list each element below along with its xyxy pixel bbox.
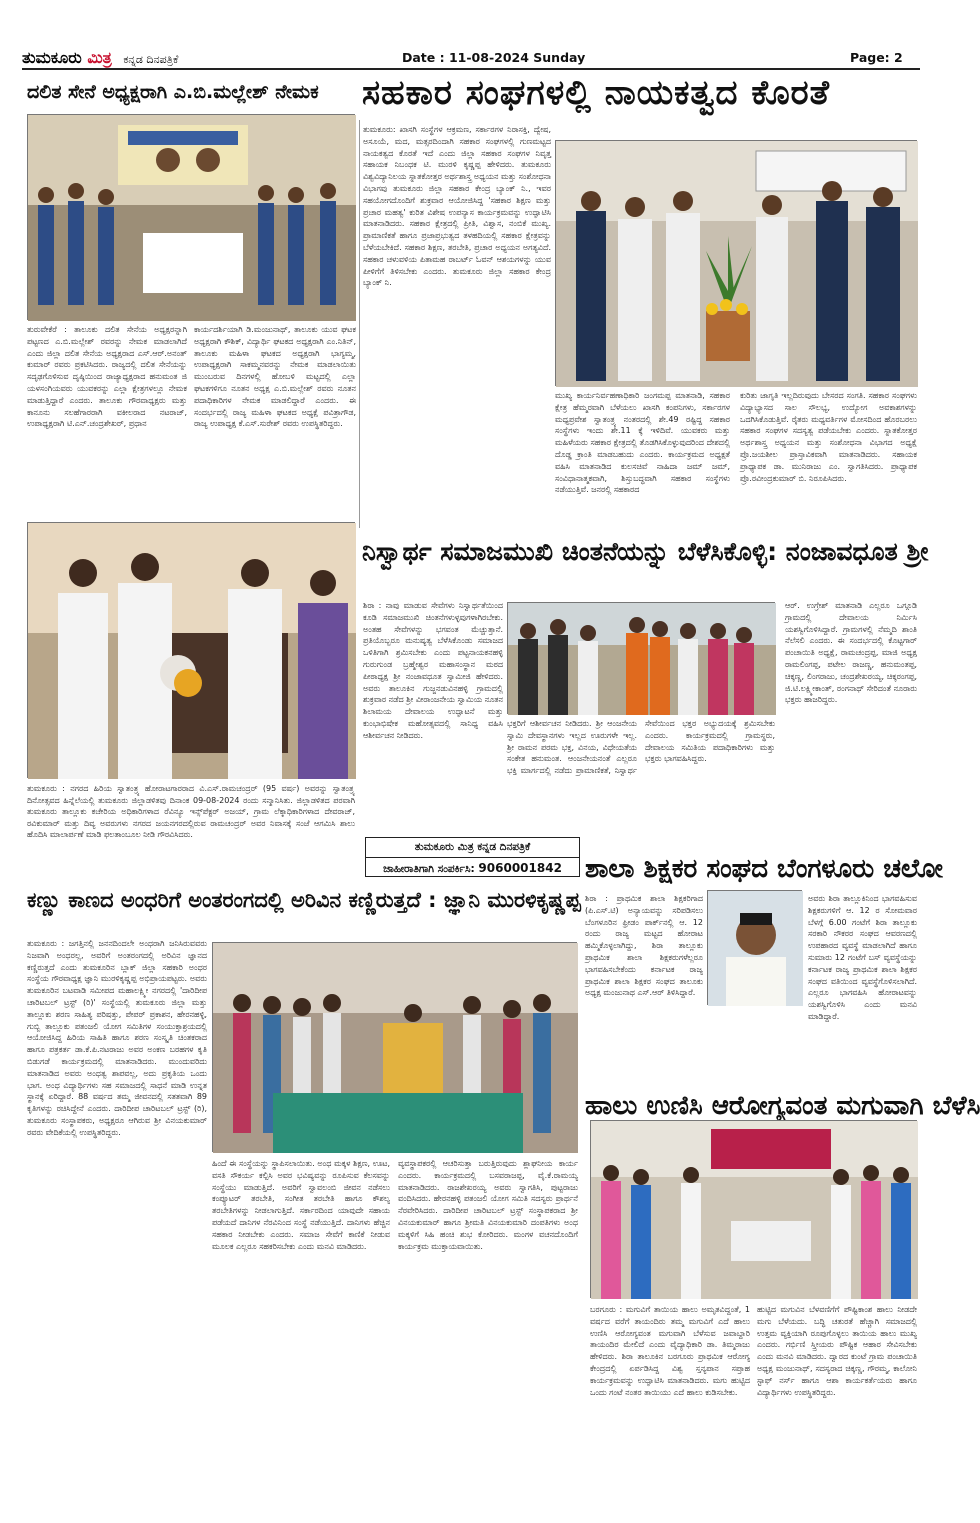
health-camp-image (591, 1121, 918, 1299)
group-photo-image (28, 115, 356, 321)
ad-contact-label: ಜಾಹೀರಾತಿಗಾಗಿ ಸಂಪರ್ಕಿಸಿ: (383, 863, 475, 875)
article4-headline: ನಿಸ್ವಾರ್ಥ ಸಮಾಜಮುಖಿ ಚಿಂತನೆಯನ್ನು ಬೆಳೆಸಿಕೊಳ್ಳಿ: ನಂಜಾವಧೂತ ಶ್ರೀ (362, 537, 929, 566)
article7-headline: ಹಾಲು ಉಣಿಸಿ ಆರೋಗ್ಯವಂತ ಮಗುವಾಗಿ ಬೆಳೆಸಿ (585, 1091, 980, 1121)
masthead-title-part1: ತುಮಕೂರು (22, 48, 82, 67)
article2-col1: ತುಮಕೂರು: ಖಾಸಗಿ ಸಂಸ್ಥೆಗಳ ಆಕ್ರಮಣ, ಸರ್ಕಾರಗಳ ನಿರಾಸಕ್ತಿ, ದ್ವೇಷ, ಅಸೂಯೆ, ಮದ, ಮತ್ಸರದಿಂದಾಗಿ ಸಹಕಾರ ಸಂಘಗಳಲ್ಲಿ ಗುಣಮಟ್ಟದ ನಾಯಕತ್ವದ ಕೊರತೆ ಇದೆ ಎಂದು ಜಿಲ್ಲಾ ಸಹಕಾರ ಸಂಘಗಳ ನಿವೃತ್ತ ಸಹಾಯಕ ನಿಬಂಧಕ ಟಿ. ಮುರಳಿ ಕೃಷ್ಣಪ್ಪ ಹೇಳಿದರು. ತುಮಕೂರು ವಿಶ್ವವಿದ್ಯಾನಿಲಯ ಸ್ನಾತಕೋತ್ತರ ಅರ್ಥಶಾಸ್ತ್ರ ಅಧ್ಯಯನ ಮತ್ತು ಸಂಶೋಧನಾ ವಿಭಾಗವು ತುಮಕೂರು ಜಿಲ್ಲಾ ಸಹಕಾರ ಕೇಂದ್ರ ಬ್ಯಾಂಕ್ ನಿ., ಇವರ ಸಹಯೋಗದೊಂದಿಗೆ ಶುಕ್ರವಾರ ಆಯೋಜಿಸಿದ್ದ 'ಸಹಕಾರ ಶಿಕ್ಷಣ ಮತ್ತು ಪ್ರಚಾರ ಮಹತ್ವ' ಕುರಿತ ವಿಶೇಷ ಉಪನ್ಯಾಸ ಕಾರ್ಯಕ್ರಮವನ್ನು ಉದ್ಘಾಟಿಸಿ ಮಾತನಾಡಿದರು. ಸಹಕಾರ ಕ್ಷೇತ್ರದಲ್ಲಿ ಪ್ರೀತಿ, ವಿಶ್ವಾಸ, ನಂಬಿಕೆ ಮುಖ್ಯ. ಪ್ರಾಮಾಣಿಕತೆ ಹಾಗೂ ಪ್ರಜಾಪ್ರಭುತ್ವದ ತಳಹದಿಯಲ್ಲಿ ಸಹಕಾರ ಕ್ಷೇತ್ರವನ್ನು ಬೆಳೆಯಬೇಕಿದೆ. ಸಹಕಾರ ಶಿಕ್ಷಣ, ತರಬೇತಿ, ಪ್ರಚಾರ ಅಧ್ಯಯನ ಅಗತ್ಯವಿದೆ. ಸಹಕಾರ ಚಳುವಳಿಯ ಪಿತಾಮಹ ರಾಬರ್ಟ್ ಓವನ್ ಆಶಯಗಳನ್ನು ಯುವ ಪೀಳಿಗೆಗೆ ತಿಳಿಸಬೇಕು ಎಂದರು. ತುಮಕೂರು ಜಿಲ್ಲಾ ಸಹಕಾರ ಕೇಂದ್ರ ಬ್ಯಾಂಕ್ ನಿ. (363, 125, 551, 288)
article6-portrait (707, 890, 802, 1005)
ad-line1: ತುಮಕೂರು ಮಿತ್ರ ಕನ್ನಡ ದಿನಪತ್ರಿಕೆ (366, 838, 579, 858)
article5-col2: ಹಿಂದೆ ಈ ಸಂಸ್ಥೆಯನ್ನು ಸ್ಥಾಪಿಸಲಾಯಿತು. ಅಂಧ ಮಕ್ಕಳ ಶಿಕ್ಷಣ, ಊಟ, ವಸತಿ ಸೌಕರ್ಯ ಕಲ್ಪಿಸಿ ಅವರ ಭವಿಷ್ಯವನ್ನು ರೂಪಿಸುವ ಕೆಲಸವನ್ನು ಸಂಸ್ಥೆಯು ಮಾಡುತ್ತಿದೆ. ಅವರಿಗೆ ಸ್ವಾವಲಂಬಿ ಜೀವನ ನಡೆಸಲು ಕಂಪ್ಯೂಟರ್ ತರಬೇತಿ, ಸಂಗೀತ ತರಬೇತಿ ಹಾಗೂ ಕೌಶಲ್ಯ ತರಬೇತಿಗಳನ್ನು ನೀಡಲಾಗುತ್ತಿದೆ. ಸರ್ಕಾರದಿಂದ ಯಾವುದೇ ಸಹಾಯ ಪಡೆಯದೆ ದಾನಿಗಳ ನೆರವಿನಿಂದ ಸಂಸ್ಥೆ ನಡೆಯುತ್ತಿದೆ. ದಾನಿಗಳು ಹೆಚ್ಚಿನ ಸಹಕಾರ ನೀಡಬೇಕು ಎಂದರು. ಸಮಾಜ ಸೇವೆಗೆ ಕಾಣಿಕೆ ನೀಡುವ ಮೂಲಕ ಎಲ್ಲರೂ ಸಹಕರಿಸಬೇಕು ಎಂದು ಮನವಿ ಮಾಡಿದರು. (212, 1159, 390, 1251)
article1-headline: ದಲಿತ ಸೇನೆ ಅಧ್ಯಕ್ಷರಾಗಿ ಎ.ಬಿ.ಮಲ್ಲೇಶ್ ನೇಮಕ (27, 81, 319, 103)
advertisement-box (365, 837, 580, 877)
page-number: Page: 2 (850, 50, 903, 65)
article4-col2: ಭಕ್ತರಿಗೆ ಆಶೀರ್ವಚನ ನೀಡಿದರು. ಶ್ರೀ ಆಂಜನೇಯ ಸ್ವಾಮಿ ದೇವಸ್ಥಾನಗಳು ಇಲ್ಲದ ಊರುಗಳೇ ಇಲ್ಲ. ಶ್ರೀ ರಾಮನ ಪರಮ ಭಕ್ತ, ವಿನಯ, ವಿಧೇಯತೆಯ ಸಂಕೇತ ಹನುಮಂತ. ಆಂಜನೇಯನಂತೆ ಎಲ್ಲರೂ ಭಕ್ತಿ ಮಾರ್ಗದಲ್ಲಿ ನಡೆದು ಪ್ರಾಮಾಣಿಕತೆ, ನಿಸ್ವಾರ್ಥ ಸೇವೆಯಿಂದ ಭಕ್ತರ ಅಭ್ಯುದಯಕ್ಕೆ ಶ್ರಮಿಸಬೇಕು ಎಂದರು. ಕಾರ್ಯಕ್ರಮದಲ್ಲಿ ಗ್ರಾಮಸ್ಥರು, ದೇವಾಲಯ ಸಮಿತಿಯ ಪದಾಧಿಕಾರಿಗಳು ಮತ್ತು ಭಕ್ತರು ಭಾಗವಹಿಸಿದ್ದರು. (507, 719, 775, 776)
issue-date: Date : 11-08-2024 Sunday (402, 50, 586, 65)
article2-col3: ಕುರಿತು ಜಾಗೃತಿ ಇಲ್ಲದಿರುವುದು ಬೇಸರದ ಸಂಗತಿ. ಸಹಕಾರ ಸಂಘಗಳು ವಿದ್ಯಾಭ್ಯಾಸದ ಸಾಲ ಸೌಲಭ್ಯ, ಉದ್ಯೋಗ ಅವಕಾಶಗಳನ್ನು ಒದಗಿಸಿಕೊಡುತ್ತಿವೆ. ರೈತರು ಮಧ್ಯವರ್ತಿಗಳ ಮೋಸದಿಂದ ಹೊರಬರಲು ಸಹಕಾರ ಸಂಘಗಳ ಸದಸ್ಯತ್ವ ಪಡೆಯಬೇಕು ಎಂದರು. ಸ್ನಾತಕೋತ್ತರ ಅರ್ಥಶಾಸ್ತ್ರ ಅಧ್ಯಯನ ಮತ್ತು ಸಂಶೋಧನಾ ವಿಭಾಗದ ಅಧ್ಯಕ್ಷೆ ಪ್ರೊ.ಜಯಶೀಲ ಪ್ರಾಸ್ತಾವಿಕವಾಗಿ ಮಾತನಾಡಿದರು. ಸಹಾಯಕ ಪ್ರಾಧ್ಯಾಪಕ ಡಾ. ಮುನಿರಾಜು ಎಂ. ಸ್ವಾಗತಿಸಿದರು. ಪ್ರಾಧ್ಯಾಪಕ ಪ್ರೊ.ರವೀಂದ್ರಕುಮಾರ್ ಬಿ. ನಿರೂಪಿಸಿದರು. (740, 391, 917, 483)
article2-col2: ಮುಖ್ಯ ಕಾರ್ಯನಿರ್ವಹಣಾಧಿಕಾರಿ ಜಂಗಮಪ್ಪ ಮಾತನಾಡಿ, ಸಹಕಾರ ಕ್ಷೇತ್ರ ಹೆಮ್ಮರವಾಗಿ ಬೆಳೆಯಲು ಖಾಸಗಿ ಕಂಪನಿಗಳು, ಸರ್ಕಾರಗಳ ಮಧ್ಯಪ್ರವೇಶ ಸ್ವಾತಂತ್ರ್ಯ ನಂತರದಲ್ಲಿ ಶೇ.49 ರಷ್ಟಿದ್ದ ಸಹಕಾರ ಸಂಸ್ಥೆಗಳು ಇಂದು ಶೇ.11 ಕ್ಕೆ ಇಳಿದಿವೆ. ಯುವಕರು ಮತ್ತು ಮಹಿಳೆಯರು ಸಹಕಾರ ಕ್ಷೇತ್ರದಲ್ಲಿ ತೊಡಗಿಸಿಕೊಳ್ಳುವುದರಿಂದ ದೇಶದಲ್ಲಿ ದೊಡ್ಡ ಕ್ರಾಂತಿ ಮಾಡಬಹುದು ಎಂದರು. ಕಾರ್ಯಕ್ರಮದ ಅಧ್ಯಕ್ಷತೆ ವಹಿಸಿ ಮಾತನಾಡಿದ ಕುಲಸಚಿವೆ ನಾಹಿದಾ ಜಮ್ ಜಮ್, ಸಂವಿಧಾನಾತ್ಮಕವಾಗಿ, ಶಿಸ್ತುಬದ್ಧವಾಗಿ ಸಹಕಾರ ಸಂಸ್ಥೆಗಳು ನಡೆಯುತ್ತಿವೆ. ಜನರಲ್ಲಿ ಸಹಕಾರದ (555, 391, 730, 495)
article1-col1: ತುರುವೇಕೆರೆ : ತಾಲೂಕು ದಲಿತ ಸೇನೆಯ ಅಧ್ಯಕ್ಷರನ್ನಾಗಿ ಪಟ್ಟಣದ ಎ.ಬಿ.ಮಲ್ಲೇಶ್ ರವರನ್ನು ನೇಮಕ ಮಾಡಲಾಗಿದೆ ಎಂದು ಜಿಲ್ಲಾ ದಲಿತ ಸೇನೆಯ ಅಧ್ಯಕ್ಷರಾದ ಎಸ್.ಆರ್.ಅನಂತ್ ಕುಮಾರ್ ರವರು ಪ್ರಕಟಿಸಿದರು. ರಾಜ್ಯದಲ್ಲಿ ದಲಿತ ಸೇನೆಯನ್ನು ಸದೃಢಗೊಳಿಸುವ ದೃಷ್ಠಿಯಿಂದ ರಾಜ್ಯಾಧ್ಯಕ್ಷರಾದ ಹನುಮಂತ ಜಿ ಯಳಸಂಗಿಯವರು ಯುವಕರನ್ನು ಎಲ್ಲಾ ಕ್ಷೇತ್ರಗಳಲ್ಲೂ ನೇಮಕ ಮಾಡುತ್ತಿದ್ದಾರೆ ಎಂದರು. ತಾಲೂಕು ಗೌರವಾಧ್ಯಕ್ಷರು ಮತ್ತು ಕಾನೂನು ಸಲಹೆಗಾರರಾಗಿ ವಕೀಲರಾದ ನಟರಾಜ್, ಉಪಾಧ್ಯಕ್ಷರಾಗಿ ಟಿ.ಎನ್.ಚಂದ್ರಶೇಖರ್, ಪ್ರಧಾನ (27, 325, 187, 429)
article6-col2: ಅವರು ಶಿರಾ ತಾಲ್ಲೂಕಿನಿಂದ ಭಾಗವಹಿಸುವ ಶಿಕ್ಷಕರುಗಳಿಗೆ ಆ. 12 ರ ಸೋಮವಾರ ಬೆಳಗ್ಗೆ 6.00 ಗಂಟೆಗೆ ಶಿರಾ ತಾಲ್ಲೂಕು ಸರಕಾರಿ ನೌಕರರ ಸಂಘದ ಆವರಣದಲ್ಲಿ ಉಪಹಾರದ ವ್ಯವಸ್ಥೆ ಮಾಡಲಾಗಿದೆ ಹಾಗೂ ಸುಮಾರು 12 ಗಂಟೆಗೆ ಬಸ್ ವ್ಯವಸ್ಥೆಯನ್ನು ಕರ್ನಾಟಕ ರಾಜ್ಯ ಪ್ರಾಥಮಿಕ ಶಾಲಾ ಶಿಕ್ಷಕರ ಸಂಘದ ವತಿಯಿಂದ ವ್ಯವಸ್ಥೆಗೊಳಿಸಲಾಗಿದೆ. ಎಲ್ಲರೂ ಭಾಗವಹಿಸಿ ಹೋರಾಟವನ್ನು ಯಶಸ್ವಿಗೊಳಿಸಿ ಎಂದು ಮನವಿ ಮಾಡಿದ್ದಾರೆ. (808, 894, 917, 1021)
article1-photo (27, 114, 355, 320)
article5-headline: ಕಣ್ಣು ಕಾಣದ ಅಂಧರಿಗೆ ಅಂತರಂಗದಲ್ಲಿ ಅರಿವಿನ ಕಣ್ಣಿರುತ್ತದೆ : ಜ್ಞಾನಿ ಮುರಳಿಕೃಷ್ಣಪ್ಪ (27, 888, 581, 912)
felicitation-image (28, 523, 356, 779)
ad-phone: 9060001842 (478, 861, 562, 875)
article2-headline: ಸಹಕಾರ ಸಂಘಗಳಲ್ಲಿ ನಾಯಕತ್ವದ ಕೊರತೆ (362, 73, 831, 113)
portrait-image (708, 891, 803, 1006)
group-blind-school-image (213, 943, 578, 1153)
article3-caption: ತುಮಕೂರು : ನಗರದ ಹಿರಿಯ ಸ್ವಾತಂತ್ರ್ಯ ಹೋರಾಟಗಾರರಾದ ವಿ.ಎಸ್.ರಾಮಚಂದ್ರರ್ (95 ವರ್ಷ) ಅವರನ್ನು ಸ್ವಾತಂತ್ರ್ಯ ದಿನೋತ್ಸವದ ಹಿನ್ನೆಲೆಯಲ್ಲಿ ತುಮಕೂರು ಜಿಲ್ಲಾಡಳಿತವು ದಿನಾಂಕ 09-08-2024 ರಂದು ಸನ್ಮಾನಿಸಿತು. ಜಿಲ್ಲಾಡಳಿತದ ಪರವಾಗಿ ತುಮಕೂರು ತಾಲ್ಲೂಕು ಕಚೇರಿಯ ಅಧಿಕಾರಿಗಳಾದ ರೆವಿನ್ಯೂ ಇನ್ಸ್‌ಪೆಕ್ಟರ್ ಅಜಯ್, ಗ್ರಾಮ ಲೆಕ್ಕಾಧಿಕಾರಿಗಳಾದ ದೇವರಾಜ್, ರವಿಕುಮಾರ್ ಮತ್ತು ದಿವ್ಯ ಅವರುಗಳು ನಗರದ ಜಯನಗರದಲ್ಲಿರುವ ರಾಮಚಂದ್ರರ್ ಅವರ ನಿವಾಸಕ್ಕೆ ಸಂಜೆ ಆಗಮಿಸಿ ಶಾಲು ಹೊದಿಸಿ ಮಾಲಾರ್ಪಣೆ ಮಾಡಿ ಫಲತಾಂಬೂಲ ನೀಡಿ ಗೌರವಿಸಿದರು. (27, 784, 355, 839)
temple-event-image (508, 603, 776, 715)
article4-photo (507, 602, 775, 714)
column-divider (359, 120, 360, 528)
plant-ceremony-image (556, 141, 918, 387)
masthead-subtitle: ಕನ್ನಡ ದಿನಪತ್ರಿಕೆ (123, 53, 179, 66)
article4-col1: ಶಿರಾ : ನಾವು ಮಾಡುವ ಸೇವೆಗಳು ನಿಸ್ವಾರ್ಥತೆಯಿಂದ ಕೂಡಿ ಸಮಾಜಮುಖಿ ಚಿಂತನೆಗಳುಳ್ಳವುಗಳಾಗಿರಬೇಕು. ಅಂತಹ ಸೇವೆಗಳನ್ನು ಭಗವಂತ ಮೆಚ್ಚುತ್ತಾನೆ. ಪ್ರತಿಯೊಬ್ಬರೂ ಮನುಷ್ಯತ್ವ ಬೆಳೆಸಿಕೊಂಡು ಸಮಾಜದ ಒಳಿತಿಗಾಗಿ ಶ್ರಮಿಸಬೇಕು ಎಂದು ಪಟ್ಟನಾಯಕನಹಳ್ಳಿ ಗುರುಗುಂಡ ಬ್ರಹ್ಮೇಶ್ವರ ಮಹಾಸಂಸ್ಥಾನ ಮಠದ ಪೀಠಾಧ್ಯಕ್ಷ ಶ್ರೀ ನಂಜಾವಧೂತ ಸ್ವಾಮೀಜಿ ಹೇಳಿದರು. ಅವರು ತಾಲೂಕಿನ ಗುಜ್ಜನಡುವಿನಹಳ್ಳಿ ಗ್ರಾಮದಲ್ಲಿ ಶುಕ್ರವಾರ ನಡೆದ ಶ್ರೀ ವೀರಾಂಜನೇಯ ಸ್ವಾಮಿಯ ನೂತನ ಶಿಲಾಮಯ ದೇವಾಲಯ ಉದ್ಘಾಟನೆ ಮತ್ತು ಕುಂಭಾಭಿಷೇಕ ಮಹೋತ್ಸವದಲ್ಲಿ ಸಾನಿಧ್ಯ ವಹಿಸಿ ಆಶೀರ್ವಚನ ನೀಡಿದರು. (363, 601, 503, 740)
ad-line2 (366, 858, 579, 879)
article5-col3: ವ್ಯವಸ್ಥಾಪಕರಲ್ಲಿ ಆಚರಿಸುತ್ತಾ ಬರುತ್ತಿರುವುದು ಶ್ಲಾಘನೀಯ ಕಾರ್ಯ ಎಂದರು. ಕಾರ್ಯಕ್ರಮದಲ್ಲಿ ಬಸವರಾಜಪ್ಪ, ವೈ.ಕೆ.ರಾಮಯ್ಯ ಮಾತನಾಡಿದರು. ರಾಜಶೇಖರಯ್ಯ ಅವರು ಸ್ವಾಗತಿಸಿ, ಪುಟ್ಟರಾಜು ವಂದಿಸಿದರು. ಹೇರನಹಳ್ಳಿ ಪತಂಜಲಿ ಯೋಗ ಸಮಿತಿ ಸದಸ್ಯರು ಪ್ರಾರ್ಥನೆ ನೆರವೇರಿಸಿದರು. ದಾರಿದೀಪ ಚಾರಿಟಬಲ್ ಟ್ರಸ್ಟ್ ಸಂಸ್ಥಾಪಕರಾದ ಶ್ರೀ ವಿನಯಕುಮಾರ್ ಹಾಗೂ ಶ್ರೀಮತಿ ವಿನಯಕುಮಾರಿ ದಂಪತಿಗಳು ಅಂಧ ಮಕ್ಕಳಿಗೆ ಸಿಹಿ ಹಂಚಿ ಶುಭ ಕೋರಿದರು. ಮಂಗಳ ವಚನದೊಂದಿಗೆ ಕಾರ್ಯಕ್ರಮ ಮುಕ್ತಾಯವಾಯಿತು. (398, 1159, 578, 1251)
masthead-title (22, 48, 178, 70)
article5-photo (212, 942, 577, 1152)
article4-col3: ಆರ್. ಉಗ್ರೇಶ್ ಮಾತನಾಡಿ ಎಲ್ಲರೂ ಒಗ್ಗೂಡಿ ಗ್ರಾಮದಲ್ಲಿ ದೇವಾಲಯ ನಿರ್ಮಿಸಿ ಯಶಸ್ವಿಗೊಳಿಸಿದ್ದಾರೆ. ಗ್ರಾಮಗಳಲ್ಲಿ ನೆಮ್ಮದಿ ಶಾಂತಿ ನೆಲೆಸಲಿ ಎಂದರು. ಈ ಸಂದರ್ಭದಲ್ಲಿ ಕೊಟ್ಟಗಾರ್ ಪಂಚಾಯಿತಿ ಅಧ್ಯಕ್ಷೆ, ರಾಮಚಂದ್ರಪ್ಪ, ಮಾಜಿ ಅಧ್ಯಕ್ಷ ರಾಮಲಿಂಗಪ್ಪ, ಪಟೇಲ ರಾಜಣ್ಣ, ಹನುಮಂತಪ್ಪ, ಚಿಕ್ಕಣ್ಣ, ಲಿಂಗರಾಜು, ಚಂದ್ರಶೇಖರಯ್ಯ, ಚಿಕ್ಕರಂಗಪ್ಪ, ಜಿ.ಟಿ.ಲಕ್ಷ್ಮೀಕಾಂತ್, ರಂಗನಾಥ್ ಸೇರಿದಂತೆ ನೂರಾರು ಭಕ್ತರು ಹಾಜರಿದ್ದರು. (785, 601, 917, 705)
article6-col1: ಶಿರಾ : ಪ್ರಾಥಮಿಕ ಶಾಲಾ ಶಿಕ್ಷಕರಿಗಾದ (ಪಿ.ಎಸ್.ಟಿ) ಅನ್ಯಾಯವನ್ನು ಸರಿಪಡಿಸಲು ಬೆಂಗಳೂರಿನ ಫ್ರೀಡಂ ಪಾರ್ಕ್‌ನಲ್ಲಿ ಆ. 12 ರಂದು ರಾಜ್ಯ ಮಟ್ಟದ ಹೋರಾಟ ಹಮ್ಮಿಕೊಳ್ಳಲಾಗಿದ್ದು, ಶಿರಾ ತಾಲ್ಲೂಕು ಪ್ರಾಥಮಿಕ ಶಾಲಾ ಶಿಕ್ಷಕರುಗಳೆಲ್ಲರೂ ಭಾಗವಹಿಸಬೇಕೆಂದು ಕರ್ನಾಟಕ ರಾಜ್ಯ ಪ್ರಾಥಮಿಕ ಶಾಲಾ ಶಿಕ್ಷಕರ ಸಂಘದ ತಾಲೂಕು ಅಧ್ಯಕ್ಷ ಮಂಜುನಾಥ ಎಸ್.ಆರ್ ತಿಳಿಸಿದ್ದಾರೆ. (585, 894, 703, 998)
article1-col2: ಕಾರ್ಯದರ್ಶಿಯಾಗಿ ಡಿ.ಮಂಜುನಾಥ್, ತಾಲೂಕು ಯುವ ಘಟಕ ಅಧ್ಯಕ್ಷರಾಗಿ ಕೌಶಿಕ್, ವಿದ್ಯಾರ್ಥಿ ಘಟಕದ ಅಧ್ಯಕ್ಷರಾಗಿ ಎಂ.ನಿತಿನ್, ತಾಲೂಕು ಮಹಿಳಾ ಘಟಕದ ಅಧ್ಯಕ್ಷರಾಗಿ ಭಾಗ್ಯಮ್ಮ, ಉಪಾಧ್ಯಕ್ಷರಾಗಿ ಸಾಕಮ್ಮನವರನ್ನು ನೇಮಕ ಮಾಡಲಾಯಿತು ಮುಂಬರುವ ದಿನಗಳಲ್ಲಿ ಹೋಬಳಿ ಮಟ್ಟದಲ್ಲಿ ಎಲ್ಲಾ ಘಟಕಗಳಿಗೂ ನೂತನ ಅಧ್ಯಕ್ಷ ಎ.ಬಿ.ಮಲ್ಲೇಶ್ ರವರು ನೂತನ ಪದಾಧಿಕಾರಿಗಳ ನೇಮಕ ಮಾಡಲಿದ್ದಾರೆ ಎಂದರು. ಈ ಸಂದರ್ಭದಲ್ಲಿ ರಾಜ್ಯ ಮಹಿಳಾ ಘಟಕದ ಅಧ್ಯಕ್ಷೆ ಪವಿತ್ರಾಗೌಡ, ರಾಜ್ಯ ಉಪಾಧ್ಯಕ್ಷ ಕೆ.ಎಸ್.ಸುರೇಶ್ ರವರು ಉಪಸ್ಥಿತರಿದ್ದರು. (194, 325, 356, 429)
masthead-title-part2: ಮಿತ್ರ (87, 48, 112, 67)
article3-photo (27, 522, 355, 778)
article6-headline: ಶಾಲಾ ಶಿಕ್ಷಕರ ಸಂಘದ ಬೆಂಗಳೂರು ಚಲೋ (585, 854, 943, 884)
article7-col1: ಬರಗೂರು : ಮಗುವಿಗೆ ತಾಯಿಯ ಹಾಲು ಅಮೃತವಿದ್ದಂತೆ, 1 ವರ್ಷದ ವರೆಗೆ ತಾಯಂದಿರು ತಮ್ಮ ಮಗುವಿಗೆ ಎದೆ ಹಾಲು ಉಣಿಸಿ ಆರೋಗ್ಯವಂತ ಮಗುವಾಗಿ ಬೆಳೆಸುವ ಜವಾಬ್ದಾರಿ ತಾಯಂದಿರ ಮೇಲಿದೆ ಎಂದು ವೈದ್ಯಾಧಿಕಾರಿ ಡಾ. ತಿಮ್ಮರಾಜು ಹೇಳಿದರು. ಶಿರಾ ತಾಲೂಕಿನ ಬರಗೂರು ಪ್ರಾಥಮಿಕ ಆರೋಗ್ಯ ಕೇಂದ್ರದಲ್ಲಿ ಏರ್ಪಡಿಸಿದ್ದ ವಿಶ್ವ ಸ್ತನ್ಯಪಾನ ಸಪ್ತಾಹ ಕಾರ್ಯಕ್ರಮವನ್ನು ಉದ್ಘಾಟಿಸಿ ಮಾತನಾಡಿದರು. ಮಗು ಹುಟ್ಟಿದ ಒಂದು ಗಂಟೆ ನಂತರ ತಾಯಿಯು ಎದೆ ಹಾಲು ಕುಡಿಸಬೇಕು. (590, 1305, 750, 1397)
article2-photo (555, 140, 917, 386)
article7-photo (590, 1120, 917, 1298)
article7-col2: ಹುಟ್ಟಿದ ಮಗುವಿನ ಬೆಳವಣಿಗೆಗೆ ಪೌಷ್ಟಿಕಾಂಶ ಹಾಲು ನೀಡದೇ ಮಗು ಬೆಳೆಯದು. ಬದ್ಧಿ ಚತುರತೆ ಹೆಚ್ಚಾಗಿ ಸಮಾಜದಲ್ಲಿ ಉತ್ತಮ ವ್ಯಕ್ತಿಯಾಗಿ ರೂಪುಗೊಳ್ಳಲು ತಾಯಿಯ ಹಾಲು ಮುಖ್ಯ ಎಂದರು. ಗರ್ಭಿಣಿ ಸ್ತ್ರೀಯರು ಪೌಷ್ಟಿಕ ಆಹಾರ ಸೇವಿಸಬೇಕು ಎಂದು ಮನವಿ ಮಾಡಿದರು. ದ್ವಾರದ ಕುಂಟೆ ಗ್ರಾಮ ಪಂಚಾಯಿತಿ ಅಧ್ಯಕ್ಷ ಮಂಜುನಾಥ್, ಸದಸ್ಯರಾದ ಚಿಕ್ಕಣ್ಣ, ಗೌರಮ್ಮ, ಕಾಲೋನಿ ಸ್ಟಾಫ್ ನರ್ಸ್ ಹಾಗೂ ಆಶಾ ಕಾರ್ಯಕರ್ತೆಯರು ಹಾಗೂ ವಿದ್ಯಾರ್ಥಿಗಳು ಉಪಸ್ಥಿತರಿದ್ದರು. (757, 1305, 917, 1397)
header-rule (22, 68, 920, 70)
article5-col1: ತುಮಕೂರು : ಜಗತ್ತಿನಲ್ಲಿ ಜನನದಿಂದಲೇ ಅಂಧರಾಗಿ ಜನಿಸಿರುವವರು ನಿಜವಾಗಿ ಅಂಧರಲ್ಲ, ಅವರಿಗೆ ಅಂತರಂಗದಲ್ಲಿ ಅರಿವಿನ ಜ್ಞಾನದ ಕಣ್ಣಿರುತ್ತದೆ ಎಂದು ತುಮಕೂರಿನ ಬ್ಲಾಕ್ ಜಿಲ್ಲಾ ಸಹಕಾರಿ ಅಂಧರ ಸಂಸ್ಥೆಯ ಗೌರವಾಧ್ಯಕ್ಷ ಜ್ಞಾನಿ ಮುರಳಿಕೃಷ್ಣಪ್ಪ ಅಭಿಪ್ರಾಯಪಟ್ಟರು. ಅವರು ತುಮಕೂರಿನ ಬಟವಾಡಿ ಸಮೀಪದ ಮಹಾಲಕ್ಷ್ಮೀ ನಗರದಲ್ಲಿ 'ದಾರಿದೀಪ ಚಾರಿಟಬಲ್ ಟ್ರಸ್ಟ್ (ರಿ)' ಸಂಸ್ಥೆಯಲ್ಲಿ ತುಮಕೂರು ಜಿಲ್ಲಾ ಮತ್ತು ತಾಲ್ಲೂಕು ಶರಣ ಸಾಹಿತ್ಯ ಪರಿಷತ್ತು, ಪೇಪರ್ ಪ್ರಕಾಶನ, ಹೇರನಹಳ್ಳಿ, ಗುಬ್ಬಿ ತಾಲ್ಲೂಕು ಪತಂಜಲಿ ಯೋಗ ಸಮಿತಿಗಳ ಸಂಯುಕ್ತಾಶ್ರಯದಲ್ಲಿ ಆಯೋಜಿಸಿದ್ದ ಹಿರಿಯ ಸಾಹಿತಿ ಹಾಗೂ ಶರಣ ಸಂಸ್ಕೃತಿ ಚಿಂತಕರಾದ ಹಾಗೂ ಪತ್ರಕರ್ತ ಡಾ.ಕೆ.ಪಿ.ನಟರಾಜು ಅವರ ಅಂಕಣ ಬರಹಗಳ ಕೃತಿ ಬಿಡುಗಡೆ ಕಾರ್ಯಕ್ರಮದಲ್ಲಿ ಮಾತನಾಡಿದರು. ಮುಂದುವರಿದು ಮಾತನಾಡಿದ ಅವರು ಅಂಧತ್ವ ಶಾಪವಲ್ಲ, ಅದು ಪ್ರಕೃತಿಯ ಒಂದು ಭಾಗ. ಅಂಧ ವಿದ್ಯಾರ್ಥಿಗಳು ಸಹ ಸಮಾಜದಲ್ಲಿ ಸಾಧನೆ ಮಾಡಿ ಉನ್ನತ ಸ್ಥಾನಕ್ಕೆ ಏರಿದ್ದಾರೆ. 88 ವರ್ಷದ ತಮ್ಮ ಜೀವನದಲ್ಲಿ ಸತತವಾಗಿ 89 ಕೃತಿಗಳನ್ನು ರಚಿಸಿದ್ದೇನೆ ಎಂದರು. ದಾರಿದೀಪ ಚಾರಿಟಬಲ್ ಟ್ರಸ್ಟ್ (ರಿ), ತುಮಕೂರು ಸಂಸ್ಥಾಪಕರು, ಅಧ್ಯಕ್ಷರೂ ಆಗಿರುವ ಶ್ರೀ ವಿನಯಕುಮಾರ್ ರವರು ವೇದಿಕೆಯಲ್ಲಿ ಉಪಸ್ಥಿತರಿದ್ದರು. (27, 939, 207, 1137)
